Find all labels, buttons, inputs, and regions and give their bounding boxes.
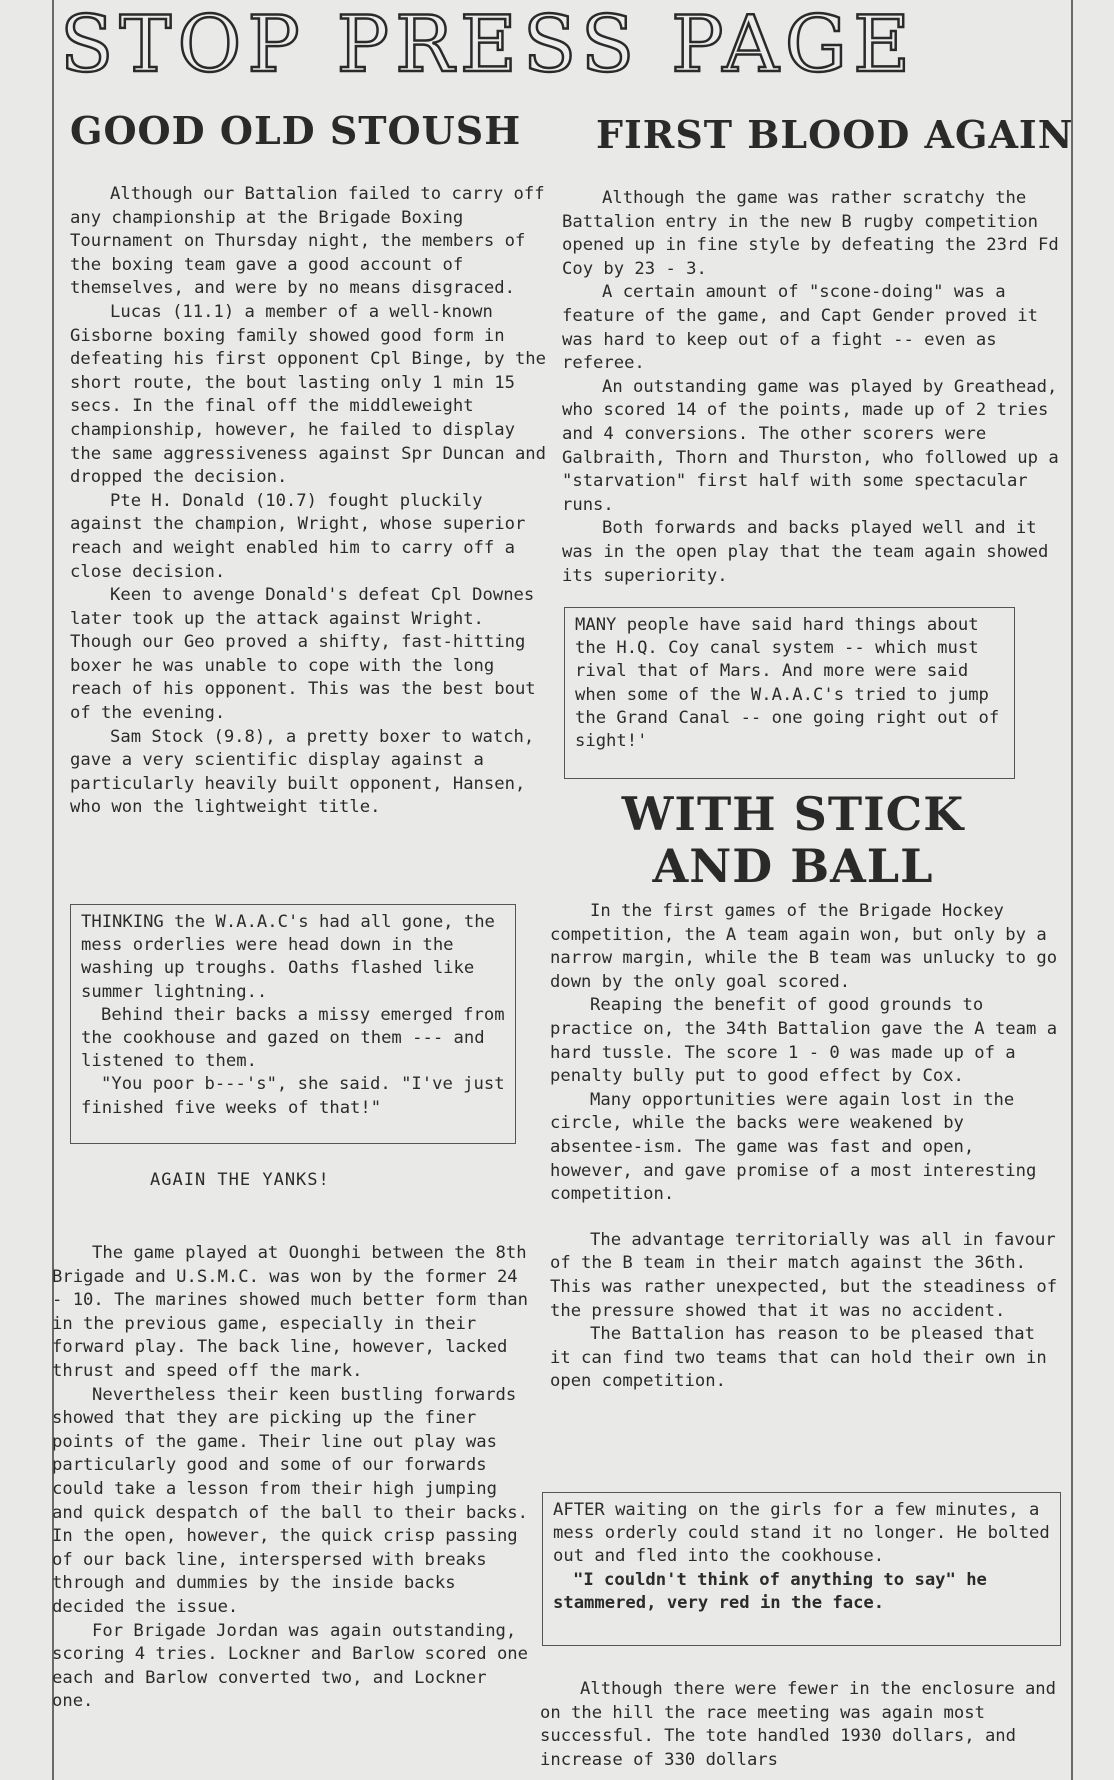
orderly-note-box [542, 1492, 1061, 1646]
rugby-headline: FIRST BLOOD AGAIN [596, 112, 1074, 157]
hockey-paragraph: Many opportunities were again lost in the circle, while the backs were weakened by absentee-ism. The game was fast and open, however, and gave promise of a most interesting competition. [550, 1089, 1047, 1205]
hockey-headline: WITH STICK AND BALL [621, 787, 965, 893]
yanks-paragraph: The game played at Ouonghi between the 8th Brigade and U.S.M.C. was won by the former 24 - 10. The marines showed much better form than in the previous game, especially in their forward play. The back line, however, lacked thrust and speed off the mark. [52, 1243, 539, 1381]
orderly-note-line: AFTER waiting on the girls for a few minutes, a mess orderly could stand it no longer. He bolted out and fled into the cookhouse. [553, 1500, 1061, 1567]
hockey-paragraph: Reaping the benefit of good grounds to practice on, the 34th Battalion gave the A team a hard tussle. The score 1 - 0 was made up of a penalty bully put to good effect by Cox. [550, 995, 1068, 1087]
waac-note-box [70, 904, 516, 1144]
boxing-paragraph: Although our Battalion failed to carry off any championship at the Brigade Boxing Tournament on Thursday night, the members of the boxing team gave a good account of themselves, and were by no means disgraced. [70, 184, 555, 299]
race-article [540, 1678, 1067, 1772]
boxing-paragraph: Pte H. Donald (10.7) fought pluckily against the champion, Wright, whose superior reach and weight enabled him to carry off a close decision. [70, 490, 536, 582]
boxing-paragraph: Lucas (11.1) a member of a well-known Gisborne boxing family showed good form in defeating his first opponent Cpl Binge, by the short route, the bout lasting only 1 min 15 secs. In the final off the middleweight championship, however, he failed to display the same aggressiveness against Spr Duncan and dropped the decision. [70, 301, 557, 488]
boxing-paragraph: Keen to avenge Donald's defeat Cpl Downes later took up the attack against Wright. Though our Geo proved a shifty, fast-hitting boxer he was unable to cope with the long reach of his opponent. This was the best bout of the evening. [70, 585, 547, 724]
boxing-paragraph: Sam Stock (9.8), a pretty boxer to watch, gave a very scientific display against a particularly heavily built opponent, Hansen, who won the lightweight title. [70, 726, 545, 818]
yanks-article [52, 1242, 539, 1714]
rugby-article [562, 187, 1070, 588]
rugby-paragraph: An outstanding game was played by Greathead, who scored 14 of the points, made up of 2 tries and 4 conversions. The other scorers were Galbraith, Thorn and Thurston, who followed up a "starvation" first half with some spectacular runs. [562, 376, 1070, 515]
yanks-paragraph: Nevertheless their keen bustling forwards showed that they are picking up the finer points of the game. Their line out play was particularly good and some of our forwards could take a lesson from their high jumping and quick despatch of the ball to their backs. In the open, however, the quick crisp passing of our back line, interspersed with breaks through and dummies by the inside backs decided the issue. [52, 1384, 539, 1617]
boxing-article [70, 183, 557, 820]
rugby-paragraph: A certain amount of "scone-doing" was a feature of the game, and Capt Gender proved it was hard to keep out of a fight -- even as referee. [562, 282, 1049, 374]
hockey-paragraph: The Battalion has reason to be pleased that it can find two teams that can hold their own in open competition. [550, 1324, 1058, 1392]
waac-note-line: "You poor b---'s", she said. "I've just finished five weeks of that!" [81, 1074, 515, 1118]
page-border-right [1071, 0, 1073, 1780]
race-paragraph: Although there were fewer in the enclosure and on the hill the race meeting was again most successful. The tote handled 1930 dollars, and increase of 330 dollars [540, 1679, 1067, 1770]
canal-note-text: MANY people have said hard things about the H.Q. Coy canal system -- which must rival that of Mars. And more were said when some of the W.A.A.C's tried to jump the Grand Canal -- one going right out of sight!' [575, 615, 1010, 752]
yanks-headline: AGAIN THE YANKS! [150, 1170, 330, 1190]
hockey-paragraph: In the first games of the Brigade Hockey competition, the A team again won, but only by a narrow margin, while the B team was unlucky to go down by the only goal scored. [550, 901, 1068, 992]
canal-note-box [564, 607, 1015, 779]
yanks-paragraph: For Brigade Jordan was again outstanding, scoring 4 tries. Lockner and Barlow scored one each and Barlow converted two, and Lockner one. [52, 1620, 539, 1712]
boxing-headline: GOOD OLD STOUSH [70, 108, 522, 153]
rugby-paragraph: Although the game was rather scratchy the Battalion entry in the new B rugby competition opened up in fine style by defeating the 23rd Fd Coy by 23 - 3. [562, 188, 1070, 279]
hockey-article [550, 900, 1068, 1394]
waac-note-line: THINKING the W.A.A.C's had all gone, the mess orderlies were head down in the washing up troughs. Oaths flashed like summer lightning.. [81, 912, 506, 1002]
orderly-note-line: "I couldn't think of anything to say" he stammered, very red in the face. [553, 1569, 998, 1613]
rugby-paragraph: Both forwards and backs played well and it was in the open play that the team again showed its superiority. [562, 518, 1059, 586]
waac-note-line: Behind their backs a missy emerged from the cookhouse and gazed on them --- and listened to them. [81, 1004, 515, 1072]
hockey-paragraph: The advantage territorially was all in favour of the B team in their match against the 36th. This was rather unexpected, but the steadiness of the pressure showed that it was no accident. [550, 1229, 1068, 1321]
masthead: STOP PRESS PAGE [60, 0, 917, 90]
